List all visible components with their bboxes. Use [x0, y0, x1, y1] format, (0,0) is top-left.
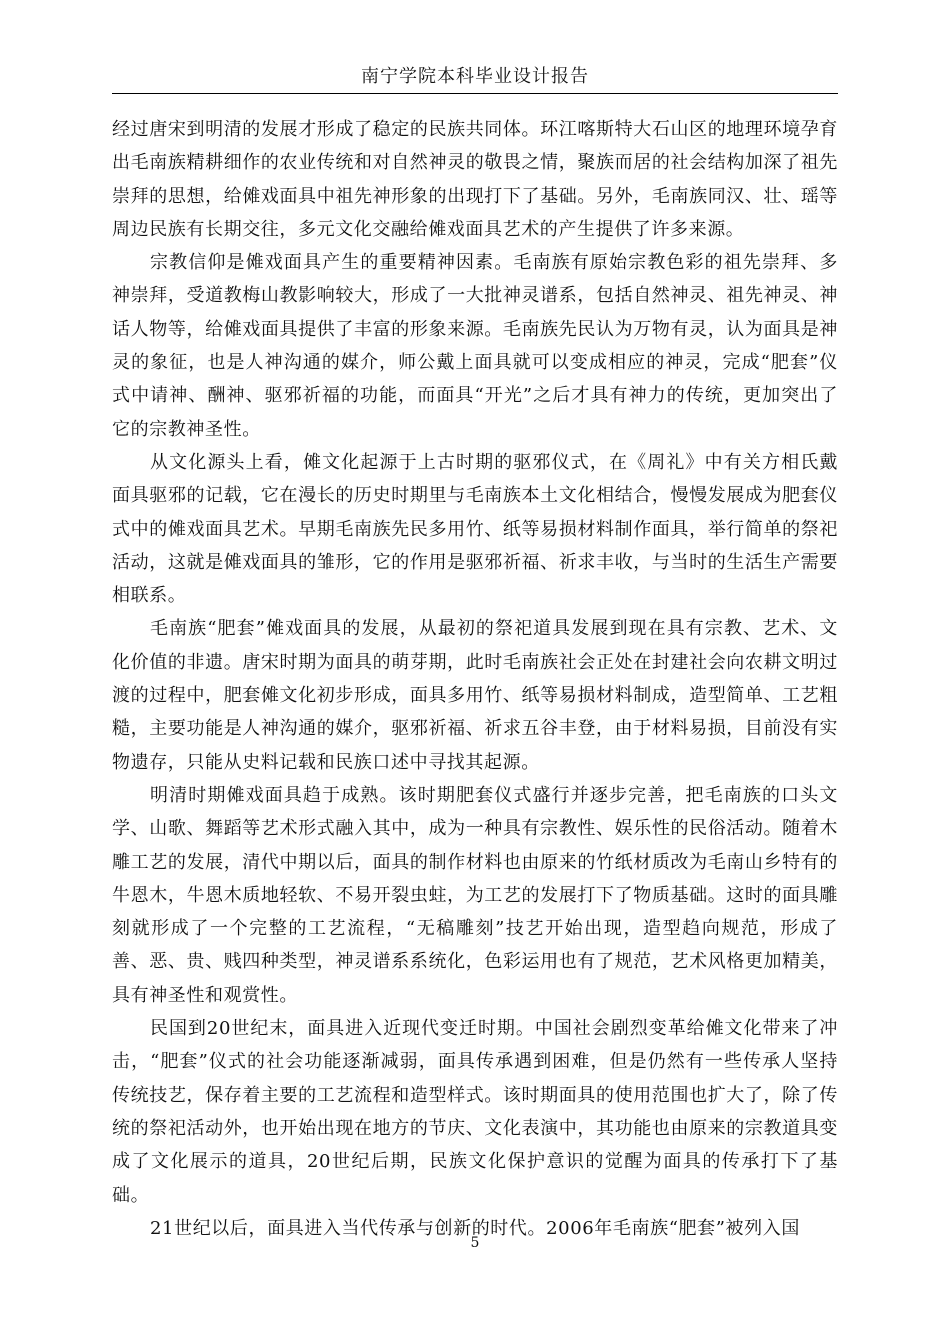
page-header-title: 南宁学院本科毕业设计报告	[361, 66, 589, 87]
paragraph-5: 明清时期傩戏面具趋于成熟。该时期肥套仪式盛行并逐步完善，把毛南族的口头文学、山歌、舞蹈等艺术形式融入其中，成为一种具有宗教性、娱乐性的民俗活动。随着木雕工艺的发展，清代中期以后，面具的制作材料也由原来的竹纸材质改为毛南山乡特有的牛恩木，牛恩木质地轻软、不易开裂虫蛀，为工艺的发展打下了物质基础。这时的面具雕刻就形成了一个完整的工艺流程，“无稿雕刻”技艺开始出现，造型趋向规范，形成了善、恶、贵、贱四种类型，神灵谱系系统化，色彩运用也有了规范，艺术风格更加精美，具有神圣性和观赏性。	[112, 784, 838, 1006]
paragraph-7: 21世纪以后，面具进入当代传承与创新的时代。2006年毛南族“肥套”被列入国	[150, 1217, 800, 1239]
paragraph-3: 从文化源头上看，傩文化起源于上古时期的驱邪仪式，在《周礼》中有关方相氏戴面具驱邪的记载，它在漫长的历史时期里与毛南族本土文化相结合，慢慢发展成为肥套仪式中的傩戏面具艺术。早期毛南族先民多用竹、纸等易损材料制作面具，举行简单的祭祀活动，这就是傩戏面具的雏形，它的作用是驱邪祈福、祈求丰收，与当时的生活生产需要相联系。	[112, 451, 838, 607]
paragraph-6: 民国到20世纪末，面具进入近现代变迁时期。中国社会剧烈变革给傩文化带来了冲击，“肥套”仪式的社会功能逐渐减弱，面具传承遇到困难，但是仍然有一些传承人坚持传统技艺，保存着主要的工艺流程和造型样式。该时期面具的使用范围也扩大了，除了传统的祭祀活动外，也开始出现在地方的节庆、文化表演中，其功能也由原来的宗教道具变成了文化展示的道具，20世纪后期，民族文化保护意识的觉醒为面具的传承打下了基础。	[112, 1018, 838, 1206]
page-number: 5	[470, 1235, 480, 1251]
paragraph-4: 毛南族“肥套”傩戏面具的发展，从最初的祭祀道具发展到现在具有宗教、艺术、文化价值的非遗。唐宋时期为面具的萌芽期，此时毛南族社会正处在封建社会向农耕文明过渡的过程中，肥套傩文化初步形成，面具多用竹、纸等易损材料制成，造型简单、工艺粗糙，主要功能是人神沟通的媒介，驱邪祈福、祈求五谷丰登，由于材料易损，目前没有实物遗存，只能从史料记载和民族口述中寻找其起源。	[112, 618, 838, 773]
paragraph-1: 经过唐宋到明清的发展才形成了稳定的民族共同体。环江喀斯特大石山区的地理环境孕育出毛南族精耕细作的农业传统和对自然神灵的敬畏之情，聚族而居的社会结构加深了祖先崇拜的思想，给傩戏面具中祖先神形象的出现打下了基础。另外，毛南族同汉、壮、瑶等周边民族有长期交往，多元文化交融给傩戏面具艺术的产生提供了许多来源。	[112, 119, 838, 240]
document-body	[112, 113, 838, 1245]
paragraph-2: 宗教信仰是傩戏面具产生的重要精神因素。毛南族有原始宗教色彩的祖先崇拜、多神崇拜，受道教梅山教影响较大，形成了一大批神灵谱系，包括自然神灵、祖先神灵、神话人物等，给傩戏面具提供了丰富的形象来源。毛南族先民认为万物有灵，认为面具是神灵的象征，也是人神沟通的媒介，师公戴上面具就可以变成相应的神灵，完成“肥套”仪式中请神、酬神、驱邪祈福的功能，而面具“开光”之后才具有神力的传统，更加突出了它的宗教神圣性。	[112, 252, 838, 440]
header-divider	[112, 93, 838, 94]
